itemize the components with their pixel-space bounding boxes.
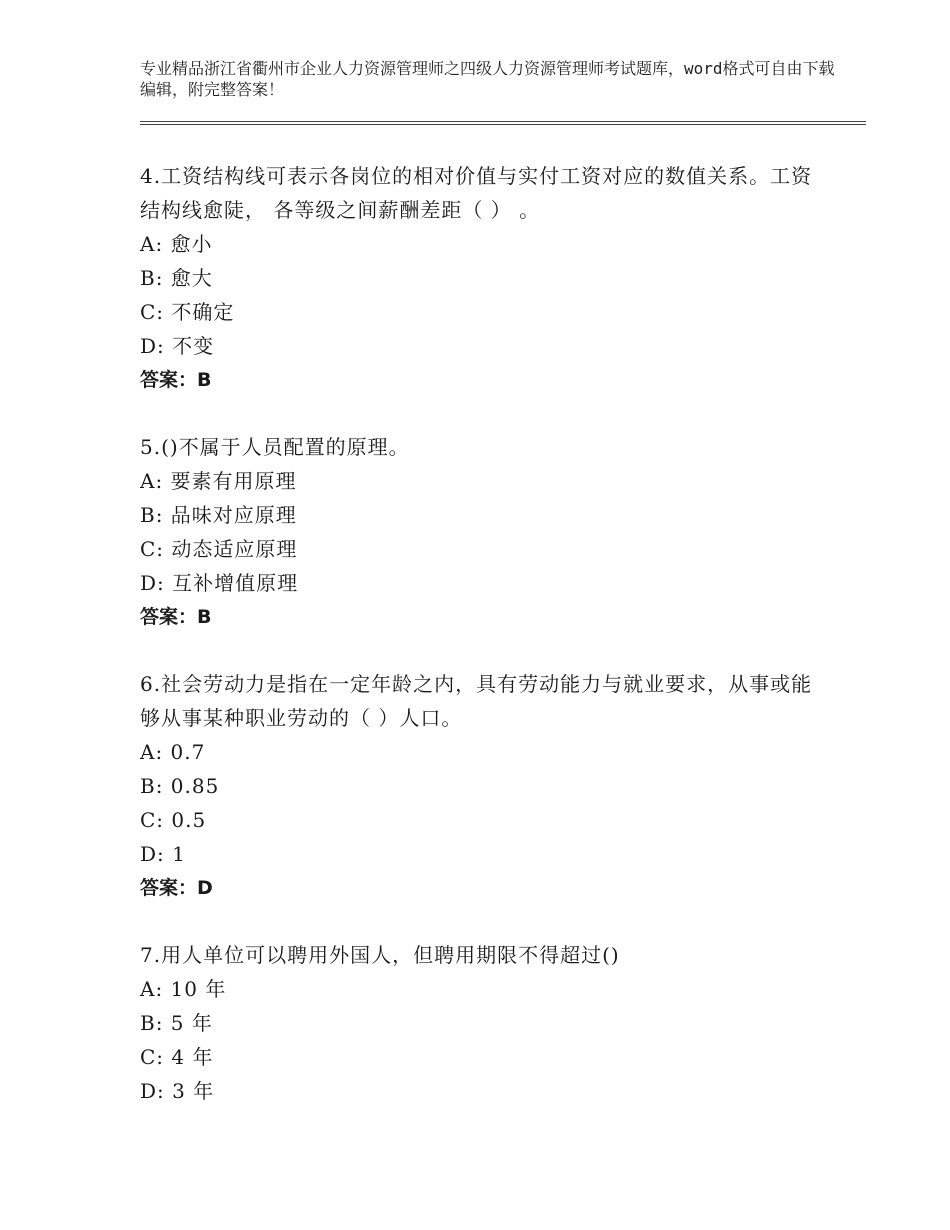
question-list — [140, 159, 820, 1108]
option-c: C: 0.5 — [140, 808, 207, 832]
option-a: A: 要素有用原理 — [140, 469, 297, 493]
option-c: C: 不确定 — [140, 300, 235, 324]
question-7 — [140, 938, 820, 1108]
question-6 — [140, 667, 820, 905]
question-stem: 5.()不属于人员配置的原理。 — [140, 435, 410, 459]
question-stem: 6.社会劳动力是指在一定年龄之内，具有劳动能力与就业要求，从事或能够从事某种职业劳动的（ ）人口。 — [140, 672, 813, 730]
document-header: 专业精品浙江省衢州市企业人力资源管理师之四级人力资源管理师考试题库，word格式可自由下载编辑，附完整答案！ — [140, 59, 835, 99]
answer-line: 答案：B — [140, 606, 212, 628]
question-4 — [140, 159, 820, 397]
option-a: A: 0.7 — [140, 740, 206, 764]
header-rule-bottom — [140, 124, 866, 125]
option-a: A: 愈小 — [140, 232, 213, 256]
option-a: A: 10 年 — [140, 977, 227, 1001]
question-spacer — [140, 634, 820, 667]
option-d: D: 不变 — [140, 334, 215, 358]
answer-line: 答案：D — [140, 877, 213, 899]
question-stem: 4.工资结构线可表示各岗位的相对价值与实付工资对应的数值关系。工资结构线愈陡， 各等级之间薪酬差距（ ） 。 — [140, 164, 813, 222]
option-b: B: 5 年 — [140, 1011, 213, 1035]
answer-line: 答案：B — [140, 369, 212, 391]
question-spacer — [140, 397, 820, 430]
option-c: C: 动态适应原理 — [140, 537, 298, 561]
option-b: B: 0.85 — [140, 774, 220, 798]
question-stem: 7.用人单位可以聘用外国人，但聘用期限不得超过() — [140, 943, 620, 967]
option-c: C: 4 年 — [140, 1045, 214, 1069]
header-rule-top — [140, 121, 866, 122]
question-5 — [140, 430, 820, 634]
option-d: D: 互补增值原理 — [140, 571, 299, 595]
option-d: D: 1 — [140, 842, 186, 866]
option-d: D: 3 年 — [140, 1079, 215, 1103]
question-spacer — [140, 905, 820, 938]
option-b: B: 品味对应原理 — [140, 503, 297, 527]
option-b: B: 愈大 — [140, 266, 213, 290]
